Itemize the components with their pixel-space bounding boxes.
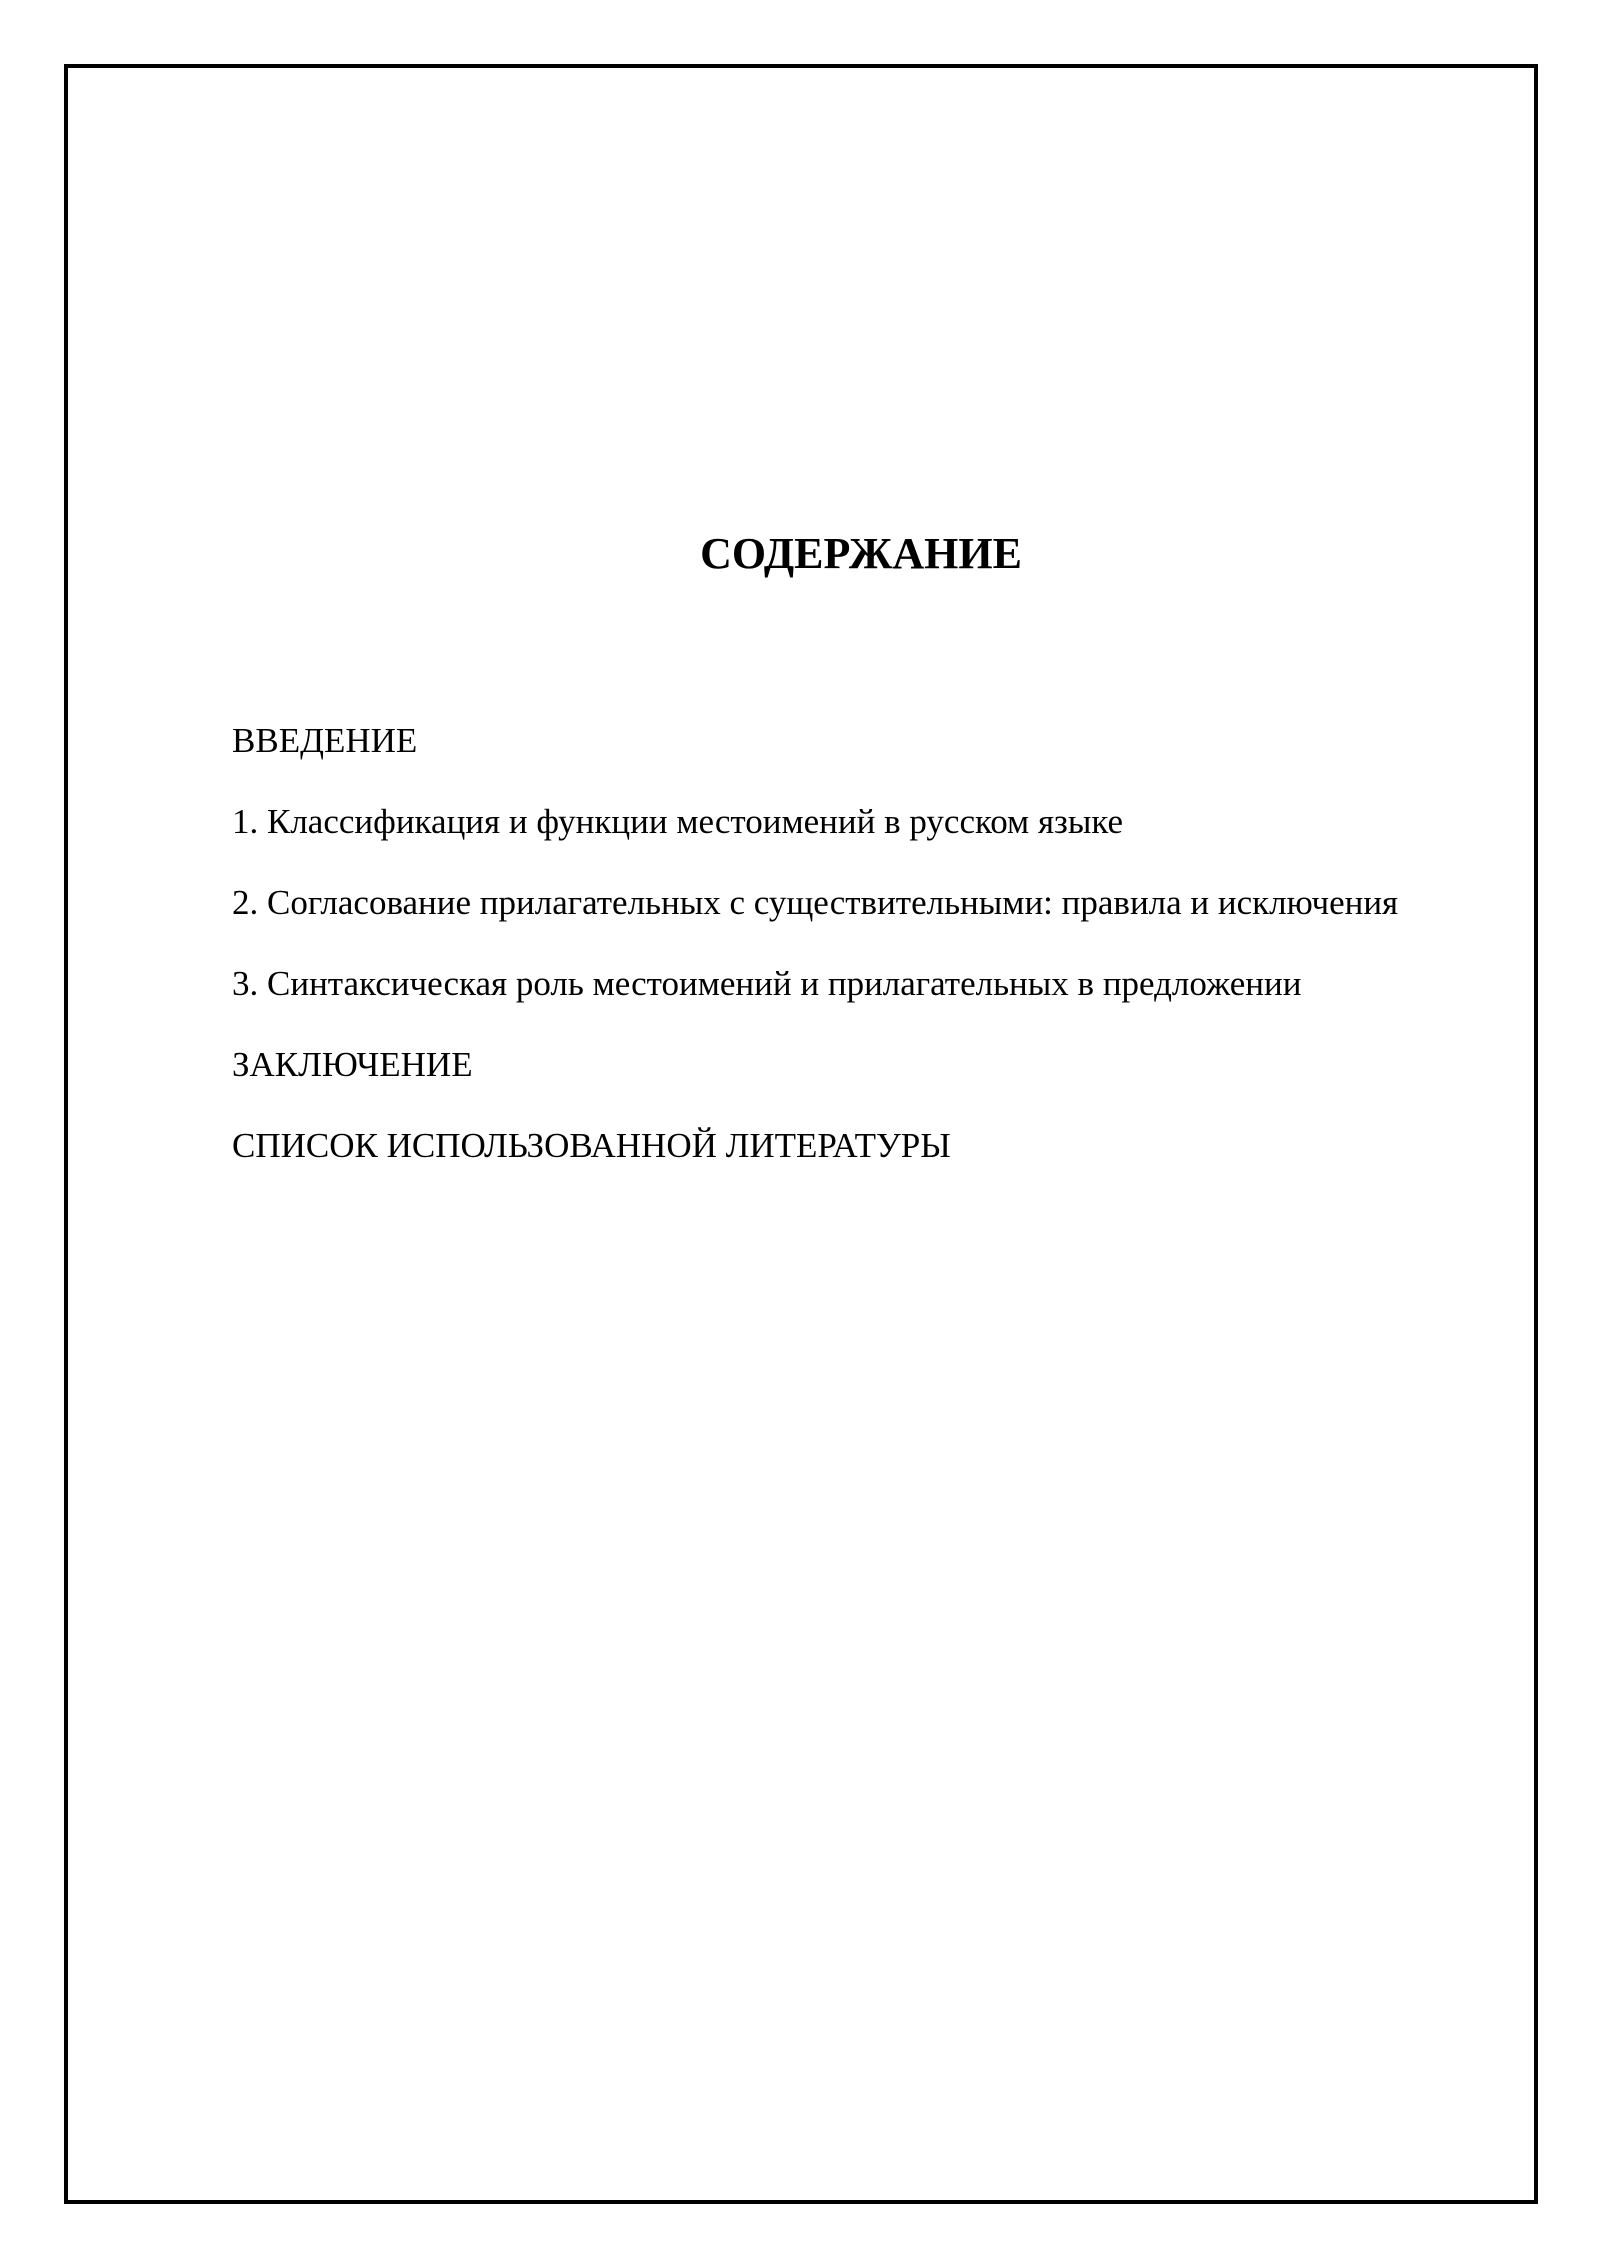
toc-item-references: СПИСОК ИСПОЛЬЗОВАННОЙ ЛИТЕРАТУРЫ (232, 1126, 951, 1165)
page-frame (64, 64, 1538, 2204)
page-title: СОДЕРЖАНИЕ (700, 529, 1022, 578)
toc-item-chapter-2: 2. Согласование прилагательных с существительными: правила и исключения (232, 883, 1399, 922)
toc-item-chapter-3: 3. Синтаксическая роль местоимений и прилагательных в предложении (232, 964, 1302, 1003)
toc-item-conclusion: ЗАКЛЮЧЕНИЕ (232, 1045, 473, 1084)
table-of-contents (232, 708, 1482, 1194)
toc-item-introduction: ВВЕДЕНИЕ (232, 721, 418, 760)
toc-item-chapter-1: 1. Классификация и функции местоимений в русском языке (232, 802, 1124, 841)
